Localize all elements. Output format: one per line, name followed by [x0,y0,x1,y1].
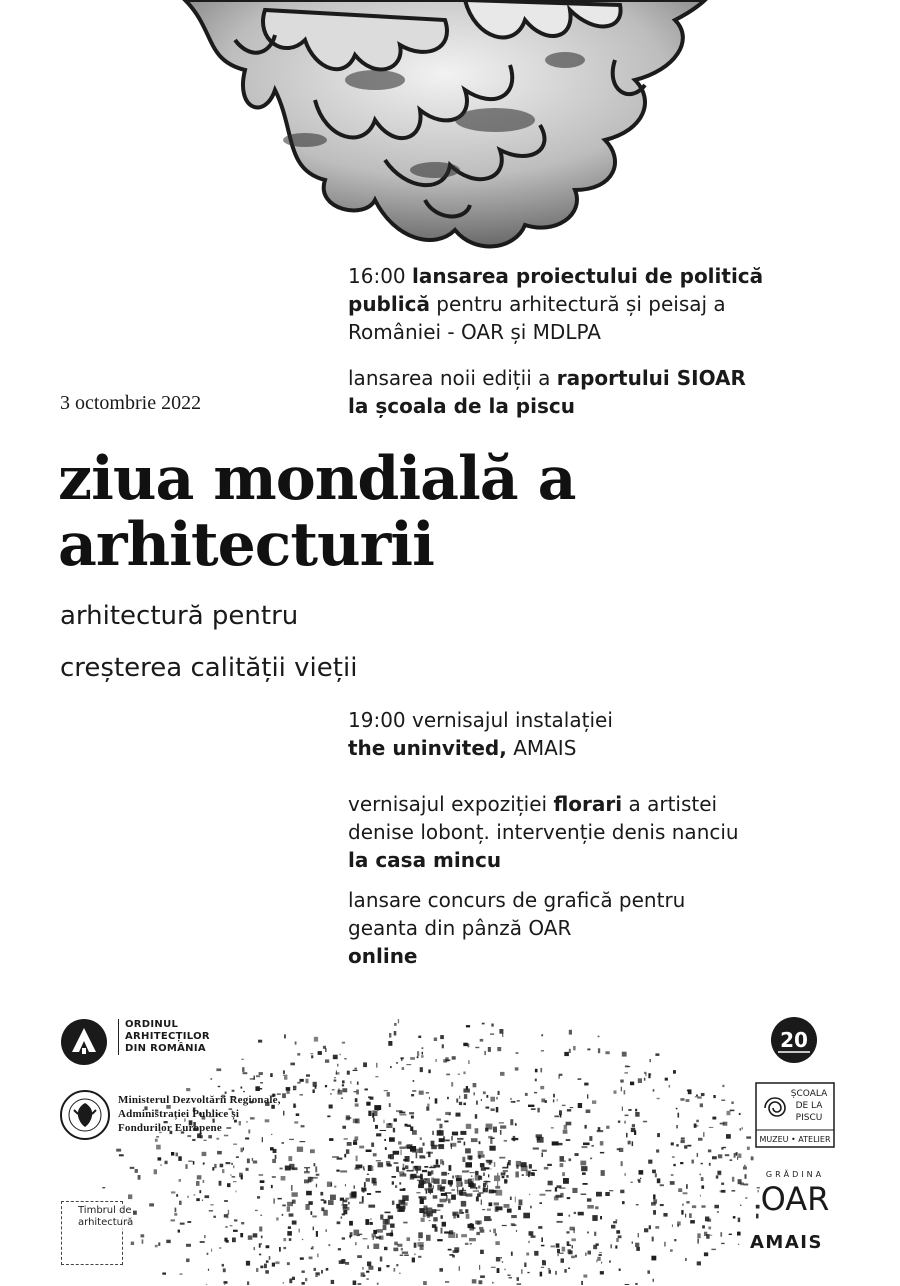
event-title-bold: florari [553,792,623,816]
event-text: AMAIS [513,736,577,760]
oar-logo-line: ORDINUL [125,1019,179,1030]
event-time: 16:00 [348,264,406,288]
event-exhibition [348,790,888,874]
event-sioar-report [348,364,868,420]
event-title-bold: raportului SIOAR [556,366,746,390]
event-title-bold: the uninvited, [348,736,507,760]
event-contest [348,886,868,970]
stamp-label [78,1205,133,1229]
event-text: vernisajul expoziției [348,792,548,816]
event-venue: la casa mincu [348,848,502,872]
svg-text:MUZEU • ATELIER: MUZEU • ATELIER [759,1135,831,1144]
oar-logo-icon [60,1018,108,1066]
amais-logo: AMAIS [750,1232,823,1253]
scoala-de-la-piscu-logo [755,1082,835,1148]
page-subtitle [60,590,357,694]
stamp-label-line: Timbrul de [78,1205,132,1216]
subtitle-line-1: arhitectură pentru [60,601,299,631]
anniversary-20-logo [770,1016,818,1064]
title-line-2: arhitecturii [58,510,434,580]
carnation-image [175,0,725,258]
government-seal-icon [60,1090,110,1140]
svg-text:20: 20 [780,1028,808,1052]
event-title-bold-2: publică [348,292,430,316]
event-text: a artistei [628,792,718,816]
svg-text:GRĂDINA: GRĂDINA [765,1170,825,1179]
stamp-label-line: arhitectură [78,1217,134,1228]
event-text-line3: României - OAR și MDLPA [348,320,601,344]
event-installation [348,706,868,762]
event-title-bold: lansarea proiectului de politică [412,264,764,288]
event-venue: la școala de la piscu [348,394,575,418]
gradina-oar-logo [750,1166,840,1216]
oar-logo-line: ARHITECȚILOR [125,1031,210,1042]
title-line-1: ziua mondială a [58,444,576,514]
event-text: lansare concurs de grafică pentru [348,888,686,912]
subtitle-line-2: creșterea calității vieții [60,653,358,683]
oar-logo-line: DIN ROMÂNIA [125,1043,206,1054]
svg-text:PISCU: PISCU [795,1113,823,1123]
oar-logo-text [118,1019,210,1055]
event-text-line2: denise lobonț. intervenție denis nanciu [348,820,739,844]
svg-text:OAR: OAR [760,1180,830,1216]
ministry-line: Ministerul Dezvoltării Regionale, [118,1094,281,1106]
event-text-line2: geanta din pânză OAR [348,916,572,940]
page-title [58,446,758,578]
svg-text:ȘCOALA: ȘCOALA [790,1089,828,1099]
event-date: 3 octombrie 2022 [60,392,202,414]
ministry-line: Fondurilor Europene [118,1122,222,1134]
ministry-line: Administrației Publice și [118,1108,240,1120]
event-venue: online [348,944,418,968]
event-policy-launch [348,262,868,346]
event-text: lansarea noii ediții a [348,366,551,390]
ministry-name [118,1093,281,1135]
event-text: 19:00 vernisajul instalației [348,708,613,732]
event-text: pentru arhitectură și peisaj a [436,292,726,316]
svg-text:DE LA: DE LA [795,1101,823,1111]
